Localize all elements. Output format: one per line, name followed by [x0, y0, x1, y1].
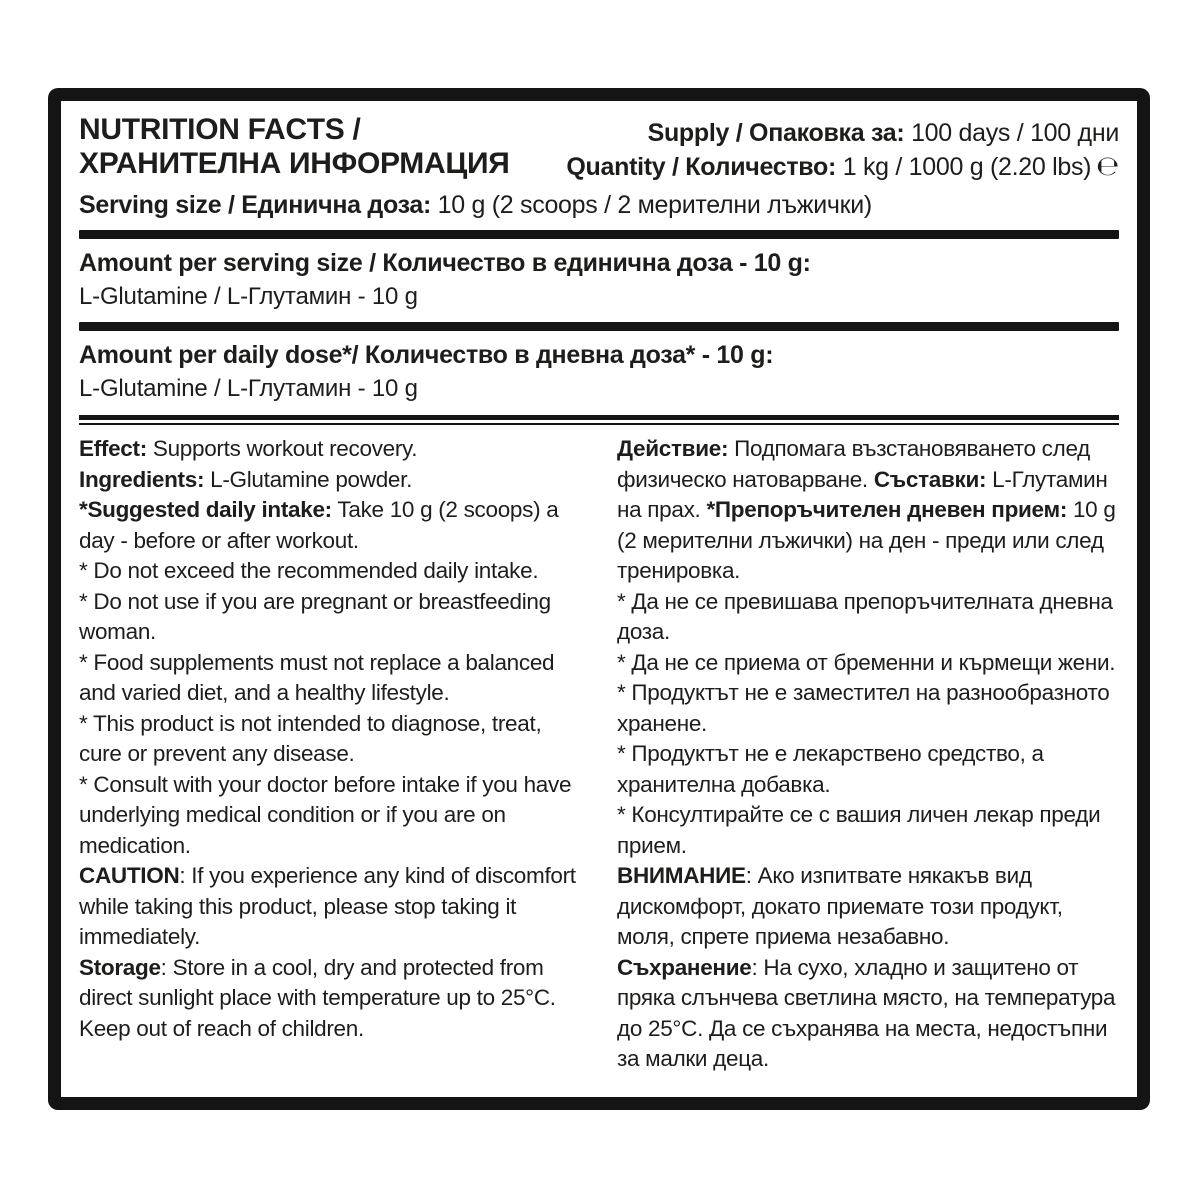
- divider-double: [79, 415, 1119, 425]
- amount-per-daily-section: [79, 339, 1119, 405]
- bg-ingredients-label: Съставки:: [873, 466, 987, 492]
- divider-double-thick-bar: [79, 415, 1119, 420]
- bulgarian-column: [617, 434, 1119, 1075]
- suggested-intake-label: *Suggested daily intake:: [79, 497, 332, 522]
- english-column: [79, 434, 581, 1075]
- ingredients-text: L-Glutamine powder.: [204, 466, 413, 492]
- note-daily-intake: * Do not exceed the recommended daily intake.: [79, 558, 539, 583]
- bg-caution-paragraph: [617, 861, 1119, 953]
- quantity-label: Quantity / Количество:: [566, 153, 837, 181]
- bg-note-balanced-diet: * Продуктът не е заместител на разнообразното хранене.: [617, 680, 1110, 736]
- ingredients-label: Ingredients:: [79, 466, 205, 492]
- bg-storage-paragraph: [617, 953, 1119, 1075]
- title-line-1: NUTRITION FACTS /: [79, 113, 361, 146]
- bg-suggested-intake-label: *Препоръчителен дневен прием:: [706, 497, 1068, 522]
- caution-text: : If you experience any kind of discomfort while taking this product, please stop taking it immediately.: [79, 863, 576, 949]
- bg-ingredients-text: L-Глутамин на прах.: [617, 466, 1108, 522]
- divider-double-thin-bar: [79, 423, 1119, 425]
- quantity-line: [566, 150, 1119, 184]
- suggested-intake-paragraph: [79, 495, 581, 556]
- supply-quantity-block: [566, 113, 1119, 184]
- quantity-value: 1 kg / 1000 g (2.20 lbs): [836, 153, 1092, 181]
- bg-caution-label: ВНИМАНИЕ: [617, 863, 746, 888]
- note-not-medicine: * This product is not intended to diagnose, treat, cure or prevent any disease.: [79, 710, 542, 766]
- effect-paragraph: [79, 434, 581, 465]
- info-columns: [79, 434, 1119, 1075]
- effect-label: Effect:: [79, 436, 147, 461]
- bg-storage-text: : На сухо, хладно и защитено от пряка слънчева светлина място, на температура до 25°C. Да се съхранява на места, недостъпни за малки деца.: [617, 954, 1116, 1071]
- nutrition-facts-label: [48, 88, 1150, 1110]
- divider-thick-1: [79, 230, 1119, 239]
- ingredients-paragraph: [79, 465, 581, 496]
- caution-label: CAUTION: [79, 863, 180, 888]
- bg-storage-label: Съхранение: [617, 954, 752, 980]
- bg-caution-text: : Ако изпитвате някакъв вид дискомфорт, докато приемате този продукт, моля, спрете приема незабавно.: [617, 863, 1063, 949]
- amount-per-serving-row: L-Glutamine / L-Глутамин - 10 g: [79, 283, 418, 310]
- bg-note-daily-dose: * Да не се превишава препоръчителната дневна доза.: [617, 588, 1113, 644]
- supply-line: [566, 116, 1119, 150]
- storage-text: : Store in a cool, dry and protected from direct sunlight place with temperature up to 25°C. Keep out of reach of children.: [79, 954, 556, 1041]
- caution-paragraph: [79, 861, 581, 953]
- bg-effect-label: Действие:: [617, 436, 729, 461]
- supply-label: Supply / Опаковка за:: [647, 119, 905, 147]
- amount-per-daily-row: L-Glutamine / L-Глутамин - 10 g: [79, 375, 418, 402]
- effect-text: Supports workout recovery.: [146, 436, 418, 461]
- storage-label: Storage: [79, 954, 161, 980]
- storage-paragraph: [79, 953, 581, 1045]
- divider-thick-2: [79, 322, 1119, 331]
- label-header: [79, 113, 1119, 184]
- serving-size-line: [79, 189, 1119, 221]
- supply-value: 100 days / 100 дни: [904, 119, 1119, 147]
- serving-size-label: Serving size / Единична доза:: [79, 191, 432, 219]
- note-pregnancy: * Do not use if you are pregnant or breastfeeding woman.: [79, 588, 551, 644]
- serving-size-value: 10 g (2 scoops / 2 мерителни лъжички): [431, 191, 872, 219]
- note-consult-doctor: * Consult with your doctor before intake if you have underlying medical condition or if you are on medication.: [79, 771, 572, 858]
- bg-suggested-intake-text: 10 g (2 мерителни лъжички) на ден - преди или след тренировка.: [617, 497, 1116, 583]
- suggested-intake-text: Take 10 g (2 scoops) a day - before or after workout.: [79, 497, 559, 553]
- bg-note-pregnancy: * Да не се приема от бременни и кърмещи жени.: [617, 649, 1116, 675]
- note-balanced-diet: * Food supplements must not replace a balanced and varied diet, and a healthy lifestyle.: [79, 649, 555, 705]
- bg-note-not-medicine: * Продуктът не е лекарствено средство, а хранителна добавка.: [617, 741, 1044, 797]
- amount-per-daily-heading: Amount per daily dose*/ Количество в дневна доза* - 10 g:: [79, 341, 774, 369]
- amount-per-serving-heading: Amount per serving size / Количество в единична доза - 10 g:: [79, 249, 811, 277]
- bg-intro-paragraph: [617, 434, 1119, 587]
- bg-note-consult-doctor: * Консултирайте се с вашия личен лекар преди прием.: [617, 802, 1101, 858]
- title-line-2: ХРАНИТЕЛНА ИНФОРМАЦИЯ: [79, 147, 510, 180]
- page-title: [79, 113, 510, 181]
- bg-effect-text: Подпомага възстановяването след физическо натоварване.: [617, 436, 1091, 492]
- amount-per-serving-section: [79, 247, 1119, 313]
- estimated-sign-icon: ℮: [1096, 151, 1119, 182]
